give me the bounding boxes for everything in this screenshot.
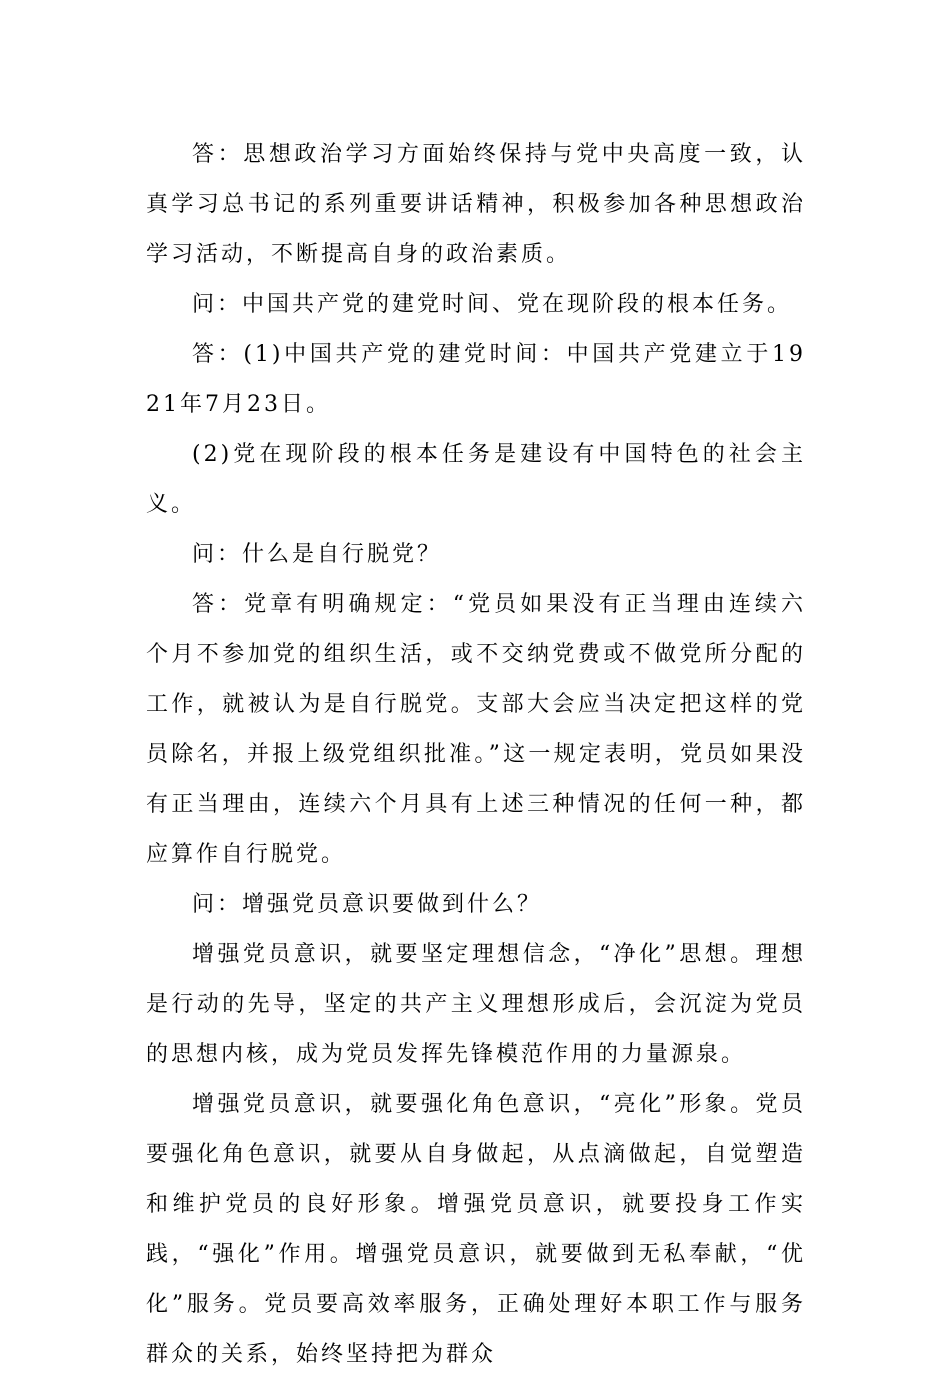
answer-fundamental-task: (2)党在现阶段的根本任务是建设有中国特色的社会主义。 [146,442,806,517]
document-page [146,130,806,1380]
answer-political-study: 答：思想政治学习方面始终保持与党中央高度一致，认真学习总书记的系列重要讲话精神，积极参加各种思想政治学习活动，不断提高自身的政治素质。 [146,142,806,267]
answer-self-withdrawal: 答：党章有明确规定：“党员如果没有正当理由连续六个月不参加党的组织生活，或不交纳党费或不做党所分配的工作，就被认为是自行脱党。支部大会应当决定把这样的党员除名，并报上级党组织批准。”这一规定表明，党员如果没有正当理由，连续六个月具有上述三种情况的任何一种，都应算作自行脱党。 [146,592,806,867]
question-self-withdrawal: 问：什么是自行脱党？ [192,542,443,567]
question-party-awareness: 问：增强党员意识要做到什么？ [192,892,543,917]
paragraph-role-awareness: 增强党员意识，就要强化角色意识，“亮化”形象。党员要强化角色意识，就要从自身做起，从点滴做起，自觉塑造和维护党员的良好形象。增强党员意识，就要投身工作实践，“强化”作用。增强党员意识，就要做到无私奉献，“优化”服务。党员要高效率服务，正确处理好本职工作与服务群众的关系，始终坚持把为群众 [146,1092,806,1367]
question-founding-and-task: 问：中国共产党的建党时间、党在现阶段的根本任务。 [192,292,793,317]
paragraph-ideals: 增强党员意识，就要坚定理想信念，“净化”思想。理想是行动的先导，坚定的共产主义理想形成后，会沉淀为党员的思想内核，成为党员发挥先锋模范作用的力量源泉。 [146,942,806,1067]
answer-founding-date: 答：(1)中国共产党的建党时间：中国共产党建立于1921年7月23日。 [146,342,806,417]
